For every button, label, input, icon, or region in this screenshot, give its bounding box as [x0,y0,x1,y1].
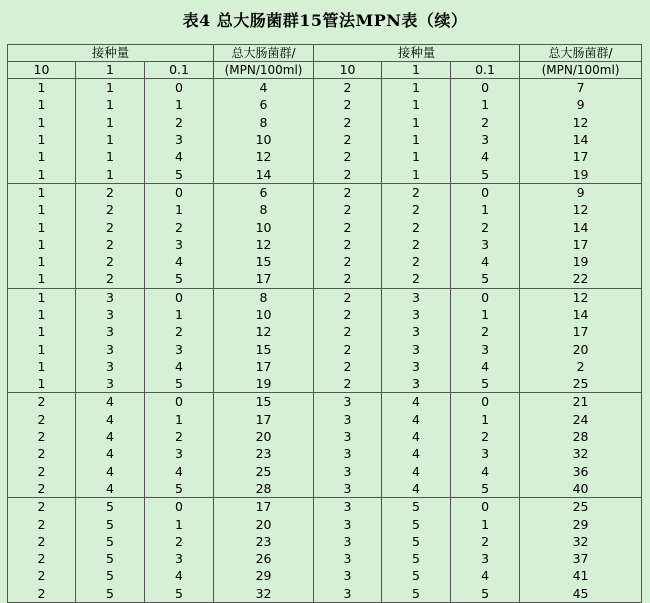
volume-10-header: 10 [314,62,382,79]
table-row [8,253,642,270]
cell-vol-0.1: 0 [145,183,214,201]
cell-mpn: 32 [214,585,314,603]
cell-mpn: 37 [520,550,642,567]
cell-vol-0.1: 4 [145,567,214,584]
cell-vol-1: 2 [382,236,451,253]
cell-vol-10: 1 [8,131,76,148]
cell-mpn: 14 [520,306,642,323]
cell-vol-0.1: 4 [145,463,214,480]
cell-mpn: 22 [520,270,642,288]
cell-mpn: 4 [214,79,314,97]
cell-vol-10: 1 [8,218,76,235]
cell-mpn: 25 [520,498,642,516]
cell-vol-10: 2 [8,567,76,584]
cell-mpn: 12 [520,114,642,131]
cell-vol-1: 5 [382,515,451,532]
cell-vol-10: 2 [314,236,382,253]
cell-mpn: 41 [520,567,642,584]
cell-vol-10: 1 [8,96,76,113]
table-row [8,533,642,550]
cell-vol-1: 2 [382,201,451,218]
cell-vol-0.1: 4 [451,358,520,375]
cell-vol-1: 5 [382,585,451,603]
cell-vol-10: 2 [314,375,382,393]
cell-vol-0.1: 0 [451,498,520,516]
table-row [8,183,642,201]
cell-vol-0.1: 1 [145,201,214,218]
cell-vol-10: 1 [8,201,76,218]
cell-vol-10: 2 [314,201,382,218]
cell-mpn: 12 [214,236,314,253]
cell-mpn: 25 [520,375,642,393]
cell-mpn: 19 [520,165,642,183]
cell-vol-0.1: 3 [451,550,520,567]
table-row [8,79,642,97]
table-row [8,567,642,584]
cell-vol-0.1: 5 [451,165,520,183]
table-row [8,585,642,603]
cell-vol-1: 4 [76,480,145,498]
cell-vol-0.1: 2 [451,533,520,550]
cell-vol-0.1: 1 [145,96,214,113]
cell-vol-0.1: 4 [145,253,214,270]
cell-vol-1: 5 [382,498,451,516]
cell-mpn: 8 [214,201,314,218]
cell-vol-1: 5 [76,498,145,516]
cell-vol-1: 4 [76,393,145,411]
cell-vol-1: 4 [76,463,145,480]
cell-vol-1: 5 [76,533,145,550]
cell-mpn: 40 [520,480,642,498]
cell-vol-1: 1 [382,96,451,113]
cell-vol-0.1: 4 [451,148,520,165]
cell-vol-0.1: 2 [451,218,520,235]
cell-vol-1: 3 [382,375,451,393]
cell-vol-10: 1 [8,306,76,323]
cell-mpn: 19 [214,375,314,393]
inoculum-header: 接种量 [8,45,214,62]
cell-vol-10: 2 [314,148,382,165]
cell-vol-1: 1 [382,131,451,148]
table-row [8,201,642,218]
cell-vol-0.1: 4 [451,463,520,480]
cell-mpn: 28 [214,480,314,498]
cell-vol-0.1: 1 [145,306,214,323]
table-row [8,375,642,393]
cell-vol-1: 2 [76,183,145,201]
cell-mpn: 20 [214,515,314,532]
table-title: 表4 总大肠菌群15管法MPN表（续） [182,11,468,30]
cell-vol-10: 1 [8,165,76,183]
cell-vol-0.1: 0 [451,183,520,201]
cell-vol-1: 1 [76,79,145,97]
cell-vol-10: 3 [314,515,382,532]
cell-vol-0.1: 3 [145,445,214,462]
cell-mpn: 17 [214,270,314,288]
cell-vol-10: 2 [8,428,76,445]
cell-vol-10: 1 [8,375,76,393]
cell-mpn: 17 [520,323,642,340]
cell-vol-0.1: 2 [145,218,214,235]
cell-mpn: 15 [214,253,314,270]
cell-vol-1: 1 [76,165,145,183]
table-row [8,236,642,253]
cell-vol-10: 3 [314,445,382,462]
cell-mpn: 29 [520,515,642,532]
cell-vol-10: 1 [8,148,76,165]
cell-mpn: 12 [214,148,314,165]
cell-vol-10: 2 [314,340,382,357]
cell-mpn: 17 [214,411,314,428]
cell-vol-0.1: 2 [145,533,214,550]
cell-vol-1: 3 [382,288,451,306]
mpn-header-line1: 总大肠菌群/ [214,45,314,62]
cell-vol-1: 3 [76,288,145,306]
cell-vol-1: 2 [76,270,145,288]
table-row [8,358,642,375]
cell-mpn: 6 [214,96,314,113]
cell-mpn: 17 [214,498,314,516]
cell-vol-10: 1 [8,323,76,340]
table-row [8,393,642,411]
table-row [8,306,642,323]
cell-vol-10: 2 [8,445,76,462]
cell-mpn: 9 [520,183,642,201]
cell-mpn: 9 [520,96,642,113]
cell-vol-0.1: 2 [145,428,214,445]
table-row [8,96,642,113]
cell-mpn: 24 [520,411,642,428]
cell-vol-1: 1 [382,148,451,165]
cell-vol-1: 3 [382,306,451,323]
cell-vol-10: 3 [314,567,382,584]
cell-vol-0.1: 4 [451,567,520,584]
table-row [8,148,642,165]
cell-vol-1: 2 [76,218,145,235]
cell-vol-0.1: 1 [451,411,520,428]
volume-1-header: 1 [382,62,451,79]
cell-vol-1: 2 [382,183,451,201]
cell-vol-1: 5 [382,533,451,550]
table-row [8,218,642,235]
cell-vol-10: 2 [314,288,382,306]
cell-vol-10: 1 [8,79,76,97]
cell-vol-1: 1 [382,165,451,183]
cell-vol-1: 5 [382,567,451,584]
cell-mpn: 17 [214,358,314,375]
cell-vol-1: 3 [382,358,451,375]
cell-vol-0.1: 3 [145,550,214,567]
cell-vol-10: 3 [314,533,382,550]
cell-mpn: 8 [214,114,314,131]
cell-mpn: 20 [214,428,314,445]
cell-vol-1: 2 [382,218,451,235]
table-row [8,515,642,532]
table-row [8,270,642,288]
cell-vol-0.1: 2 [451,114,520,131]
cell-vol-10: 2 [314,270,382,288]
cell-vol-0.1: 4 [145,358,214,375]
cell-vol-10: 3 [314,480,382,498]
cell-vol-0.1: 3 [145,131,214,148]
cell-vol-1: 5 [76,550,145,567]
cell-vol-10: 2 [314,306,382,323]
cell-vol-0.1: 5 [145,375,214,393]
cell-vol-0.1: 5 [451,585,520,603]
cell-vol-10: 1 [8,358,76,375]
cell-vol-10: 2 [314,131,382,148]
cell-vol-10: 3 [314,428,382,445]
volume-0.1-header: 0.1 [451,62,520,79]
cell-mpn: 10 [214,131,314,148]
cell-vol-0.1: 0 [451,79,520,97]
cell-vol-0.1: 5 [145,585,214,603]
cell-mpn: 15 [214,340,314,357]
cell-vol-10: 2 [8,393,76,411]
mpn-header-line2: (MPN/100ml) [214,62,314,79]
cell-vol-1: 3 [76,375,145,393]
cell-vol-0.1: 0 [145,393,214,411]
cell-vol-0.1: 5 [451,480,520,498]
table-row [8,498,642,516]
cell-vol-1: 1 [382,79,451,97]
cell-vol-1: 1 [76,148,145,165]
cell-vol-1: 4 [382,445,451,462]
cell-mpn: 19 [520,253,642,270]
table-row [8,428,642,445]
cell-mpn: 17 [520,148,642,165]
cell-vol-0.1: 0 [451,393,520,411]
cell-vol-10: 2 [8,411,76,428]
cell-vol-0.1: 2 [145,323,214,340]
table-header [8,45,642,79]
table-row [8,114,642,131]
cell-vol-10: 1 [8,270,76,288]
cell-mpn: 10 [214,306,314,323]
inoculum-header: 接种量 [314,45,520,62]
cell-vol-1: 4 [76,411,145,428]
cell-vol-1: 1 [76,131,145,148]
cell-vol-10: 2 [8,498,76,516]
cell-vol-10: 2 [314,218,382,235]
cell-vol-10: 2 [314,165,382,183]
cell-vol-0.1: 1 [451,306,520,323]
cell-vol-10: 3 [314,393,382,411]
cell-vol-1: 4 [382,428,451,445]
cell-vol-1: 3 [382,340,451,357]
table-row [8,165,642,183]
cell-vol-0.1: 2 [451,323,520,340]
cell-vol-0.1: 3 [145,340,214,357]
table-row [8,463,642,480]
cell-vol-1: 5 [76,585,145,603]
cell-vol-0.1: 2 [145,114,214,131]
cell-mpn: 7 [520,79,642,97]
cell-vol-10: 3 [314,498,382,516]
table-row [8,445,642,462]
cell-vol-0.1: 4 [451,253,520,270]
cell-vol-0.1: 1 [145,411,214,428]
cell-vol-1: 5 [76,567,145,584]
cell-vol-1: 3 [76,340,145,357]
volume-0.1-header: 0.1 [145,62,214,79]
mpn-table [7,44,642,603]
cell-vol-0.1: 1 [451,96,520,113]
cell-vol-0.1: 3 [451,340,520,357]
cell-vol-1: 1 [76,114,145,131]
cell-vol-0.1: 3 [451,236,520,253]
cell-vol-0.1: 0 [145,79,214,97]
cell-vol-0.1: 3 [451,445,520,462]
cell-vol-10: 2 [314,183,382,201]
mpn-header-line2: (MPN/100ml) [520,62,642,79]
cell-vol-0.1: 1 [451,201,520,218]
cell-vol-10: 2 [8,463,76,480]
cell-vol-1: 2 [382,253,451,270]
cell-vol-1: 3 [76,306,145,323]
cell-mpn: 14 [520,218,642,235]
cell-vol-1: 4 [382,411,451,428]
cell-mpn: 32 [520,445,642,462]
cell-vol-10: 1 [8,288,76,306]
cell-vol-0.1: 5 [145,165,214,183]
table-row [8,288,642,306]
cell-mpn: 28 [520,428,642,445]
cell-vol-1: 1 [382,114,451,131]
cell-mpn: 14 [520,131,642,148]
cell-vol-0.1: 4 [145,148,214,165]
cell-vol-10: 3 [314,550,382,567]
cell-vol-10: 2 [314,79,382,97]
cell-vol-1: 2 [76,253,145,270]
cell-mpn: 17 [520,236,642,253]
cell-vol-1: 3 [76,323,145,340]
volume-10-header: 10 [8,62,76,79]
cell-mpn: 23 [214,445,314,462]
volume-1-header: 1 [76,62,145,79]
cell-vol-10: 1 [8,236,76,253]
cell-vol-0.1: 3 [451,131,520,148]
cell-mpn: 29 [214,567,314,584]
cell-vol-0.1: 1 [451,515,520,532]
cell-vol-1: 2 [76,201,145,218]
cell-vol-1: 4 [382,463,451,480]
cell-vol-10: 2 [8,550,76,567]
cell-vol-1: 4 [382,393,451,411]
table-row [8,131,642,148]
cell-vol-0.1: 0 [145,288,214,306]
cell-mpn: 6 [214,183,314,201]
table-row [8,323,642,340]
cell-vol-0.1: 1 [145,515,214,532]
cell-vol-10: 3 [314,585,382,603]
cell-mpn: 21 [520,393,642,411]
cell-vol-10: 1 [8,183,76,201]
cell-vol-0.1: 0 [145,498,214,516]
cell-vol-1: 1 [76,96,145,113]
table-row [8,480,642,498]
cell-vol-10: 2 [8,585,76,603]
cell-vol-10: 1 [8,253,76,270]
cell-vol-10: 2 [314,253,382,270]
cell-vol-1: 4 [76,428,145,445]
cell-vol-10: 2 [314,114,382,131]
cell-vol-1: 3 [382,323,451,340]
table-row [8,411,642,428]
cell-vol-1: 5 [382,550,451,567]
cell-vol-0.1: 5 [451,375,520,393]
cell-mpn: 10 [214,218,314,235]
cell-mpn: 36 [520,463,642,480]
cell-vol-10: 3 [314,463,382,480]
cell-vol-1: 4 [76,445,145,462]
cell-mpn: 20 [520,340,642,357]
cell-vol-10: 2 [8,515,76,532]
table-row [8,550,642,567]
cell-vol-10: 2 [314,96,382,113]
cell-vol-0.1: 3 [145,236,214,253]
cell-mpn: 2 [520,358,642,375]
cell-mpn: 12 [520,288,642,306]
cell-vol-1: 2 [76,236,145,253]
cell-mpn: 8 [214,288,314,306]
cell-mpn: 25 [214,463,314,480]
mpn-header-line1: 总大肠菌群/ [520,45,642,62]
cell-vol-10: 2 [8,480,76,498]
cell-vol-0.1: 2 [451,428,520,445]
cell-mpn: 23 [214,533,314,550]
cell-mpn: 45 [520,585,642,603]
cell-mpn: 12 [520,201,642,218]
cell-vol-0.1: 5 [451,270,520,288]
table-body [8,79,642,603]
table-row [8,340,642,357]
cell-mpn: 14 [214,165,314,183]
cell-vol-0.1: 5 [145,270,214,288]
cell-vol-10: 1 [8,114,76,131]
cell-vol-1: 3 [76,358,145,375]
cell-vol-10: 3 [314,411,382,428]
cell-vol-0.1: 0 [451,288,520,306]
cell-vol-1: 4 [382,480,451,498]
cell-mpn: 26 [214,550,314,567]
cell-vol-10: 2 [8,533,76,550]
cell-vol-10: 2 [314,323,382,340]
cell-vol-0.1: 5 [145,480,214,498]
cell-mpn: 15 [214,393,314,411]
cell-mpn: 32 [520,533,642,550]
cell-vol-1: 2 [382,270,451,288]
cell-mpn: 12 [214,323,314,340]
cell-vol-1: 5 [76,515,145,532]
cell-vol-10: 2 [314,358,382,375]
cell-vol-10: 1 [8,340,76,357]
